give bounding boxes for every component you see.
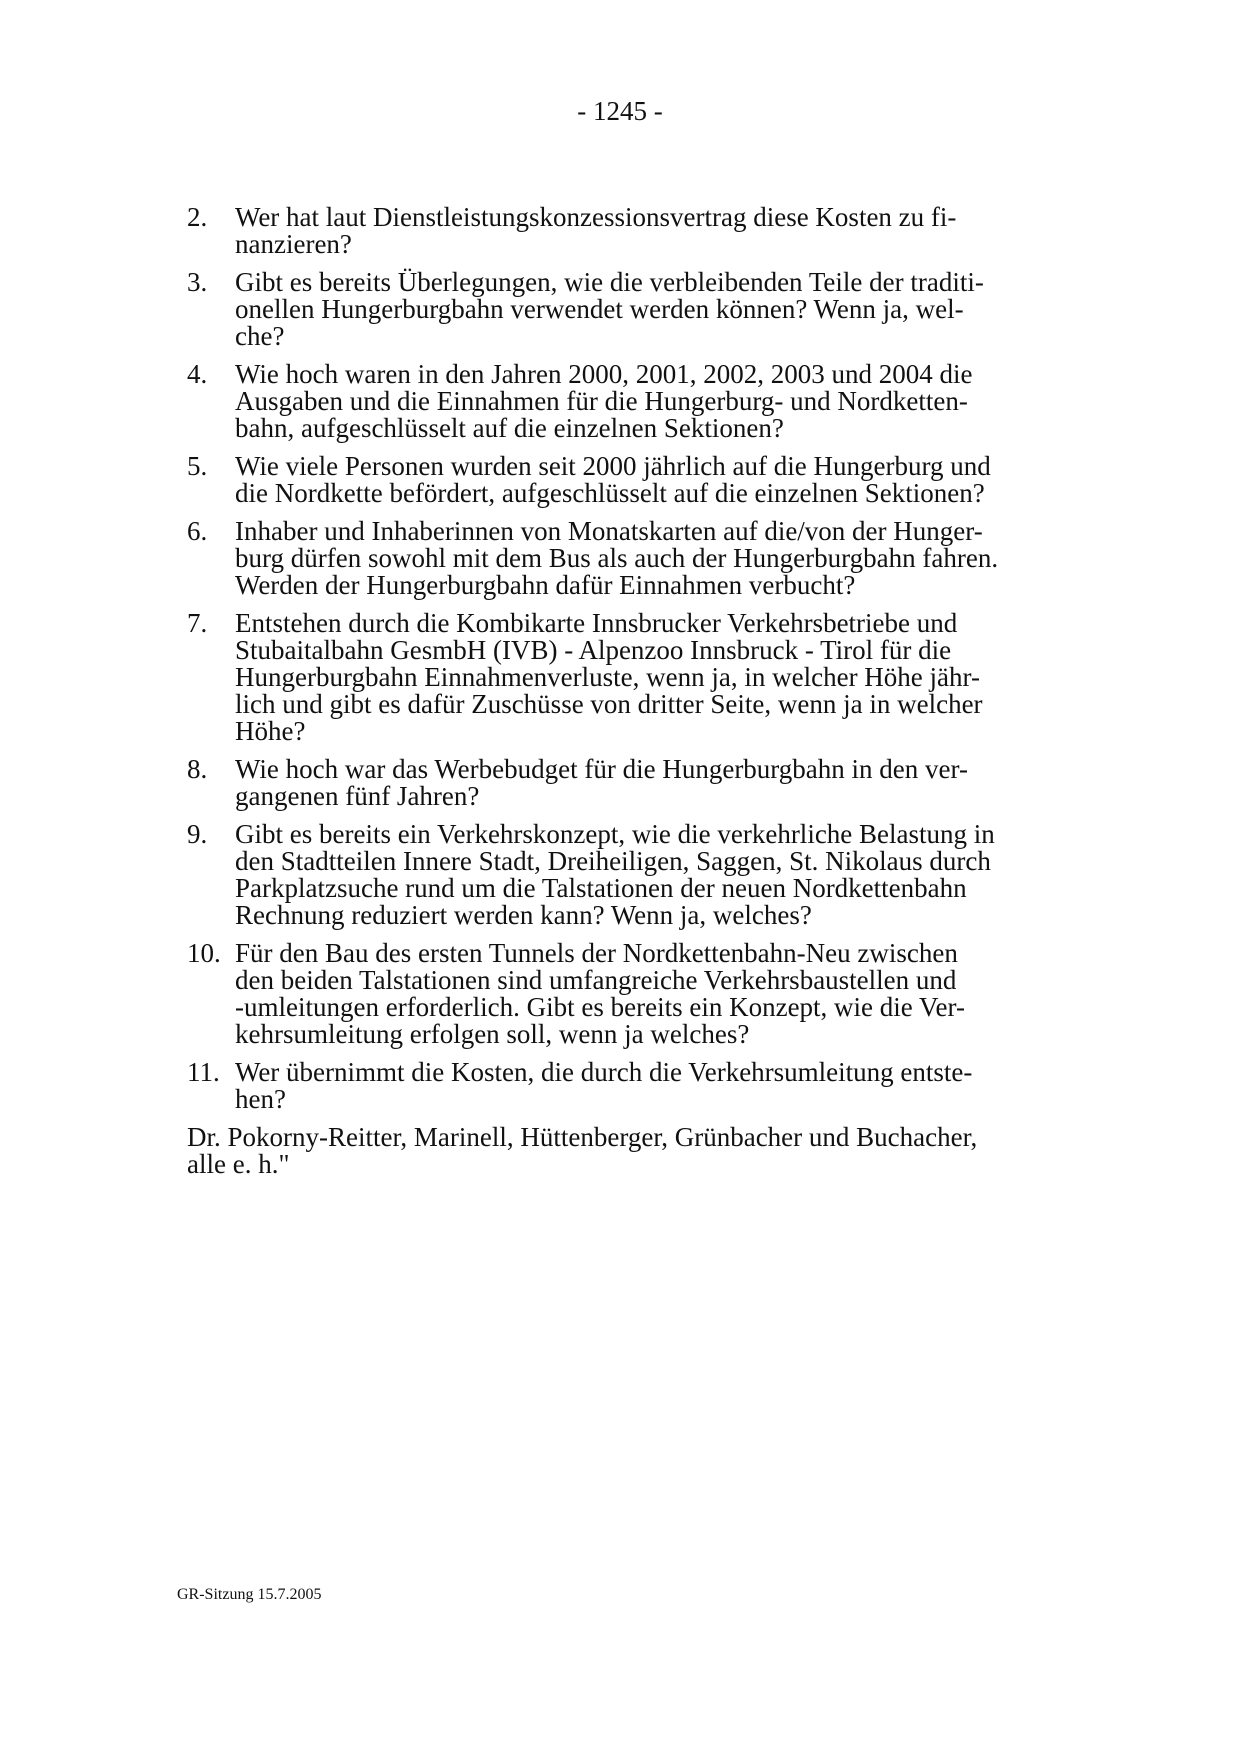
question-line: den beiden Talstationen sind umfangreiche Verkehrsbaustellen und [235, 965, 957, 995]
question-line: Ausgaben und die Einnahmen für die Hungerburg- und Nordketten- [235, 386, 968, 416]
question-text [235, 1059, 1087, 1113]
question-number: 10. [187, 938, 221, 968]
question-number: 7. [187, 608, 208, 638]
question-line: die Nordkette befördert, aufgeschlüsselt auf die einzelnen Sektionen? [235, 478, 985, 508]
signature-line: alle e. h." [187, 1149, 290, 1179]
signature-block [187, 1124, 1087, 1178]
question-line: Wer hat laut Dienstleistungskonzessionsvertrag diese Kosten zu fi- [235, 202, 957, 232]
question-line: Inhaber und Inhaberinnen von Monatskarten auf die/von der Hunger- [235, 516, 983, 546]
question-item-6 [187, 518, 1087, 599]
question-text [235, 361, 1087, 442]
question-number: 11. [187, 1057, 220, 1087]
question-line: bahn, aufgeschlüsselt auf die einzelnen Sektionen? [235, 413, 784, 443]
question-line: Für den Bau des ersten Tunnels der Nordkettenbahn-Neu zwischen [235, 938, 958, 968]
question-number: 8. [187, 754, 208, 784]
page-number: - 1245 - [577, 96, 663, 126]
question-line: gangenen fünf Jahren? [235, 781, 480, 811]
question-number: 9. [187, 819, 208, 849]
signature-line: Dr. Pokorny-Reitter, Marinell, Hüttenberger, Grünbacher und Buchacher, [187, 1122, 978, 1152]
question-number: 5. [187, 451, 208, 481]
question-item-4 [187, 361, 1087, 442]
footer-text: GR-Sitzung 15.7.2005 [177, 1586, 322, 1603]
question-line: Höhe? [235, 716, 306, 746]
question-line: Hungerburgbahn Einnahmenverluste, wenn ja, in welcher Höhe jähr- [235, 662, 980, 692]
question-line: kehrsumleitung erfolgen soll, wenn ja welches? [235, 1019, 750, 1049]
question-line: Entstehen durch die Kombikarte Innsbrucker Verkehrsbetriebe und [235, 608, 958, 638]
question-line: Gibt es bereits ein Verkehrskonzept, wie die verkehrliche Belastung in [235, 819, 995, 849]
question-item-10 [187, 940, 1087, 1048]
question-line: Stubaitalbahn GesmbH (IVB) - Alpenzoo Innsbruck - Tirol für die [235, 635, 952, 665]
question-list [187, 204, 1087, 1178]
question-text [235, 518, 1087, 599]
question-item-9 [187, 821, 1087, 929]
question-item-3 [187, 269, 1087, 350]
question-item-2 [187, 204, 1087, 258]
question-line: hen? [235, 1084, 286, 1114]
question-line: Parkplatzsuche rund um die Talstationen der neuen Nordkettenbahn [235, 873, 967, 903]
question-text [235, 821, 1087, 929]
question-text [235, 269, 1087, 350]
question-line: Wie hoch war das Werbebudget für die Hungerburgbahn in den ver- [235, 754, 968, 784]
question-number: 3. [187, 267, 208, 297]
question-text [235, 610, 1087, 745]
question-text [235, 453, 1087, 507]
question-line: Wer übernimmt die Kosten, die durch die Verkehrsumleitung entste- [235, 1057, 973, 1087]
question-line: -umleitungen erforderlich. Gibt es bereits ein Konzept, wie die Ver- [235, 992, 965, 1022]
question-line: burg dürfen sowohl mit dem Bus als auch der Hungerburgbahn fahren. [235, 543, 999, 573]
question-line: Wie viele Personen wurden seit 2000 jährlich auf die Hungerburg und [235, 451, 991, 481]
question-line: Werden der Hungerburgbahn dafür Einnahmen verbucht? [235, 570, 856, 600]
question-number: 2. [187, 202, 208, 232]
question-line: nanzieren? [235, 229, 352, 259]
question-line: che? [235, 321, 285, 351]
question-number: 4. [187, 359, 208, 389]
question-item-7 [187, 610, 1087, 745]
question-line: Rechnung reduziert werden kann? Wenn ja, welches? [235, 900, 812, 930]
question-item-5 [187, 453, 1087, 507]
question-text [235, 756, 1087, 810]
question-number: 6. [187, 516, 208, 546]
question-text [235, 204, 1087, 258]
question-line: den Stadtteilen Innere Stadt, Dreiheiligen, Saggen, St. Nikolaus durch [235, 846, 991, 876]
question-line: onellen Hungerburgbahn verwendet werden können? Wenn ja, wel- [235, 294, 964, 324]
question-item-8 [187, 756, 1087, 810]
question-text [235, 940, 1087, 1048]
question-item-11 [187, 1059, 1087, 1113]
question-line: lich und gibt es dafür Zuschüsse von dritter Seite, wenn ja in welcher [235, 689, 983, 719]
question-line: Gibt es bereits Überlegungen, wie die verbleibenden Teile der traditi- [235, 267, 984, 297]
question-line: Wie hoch waren in den Jahren 2000, 2001, 2002, 2003 und 2004 die [235, 359, 973, 389]
